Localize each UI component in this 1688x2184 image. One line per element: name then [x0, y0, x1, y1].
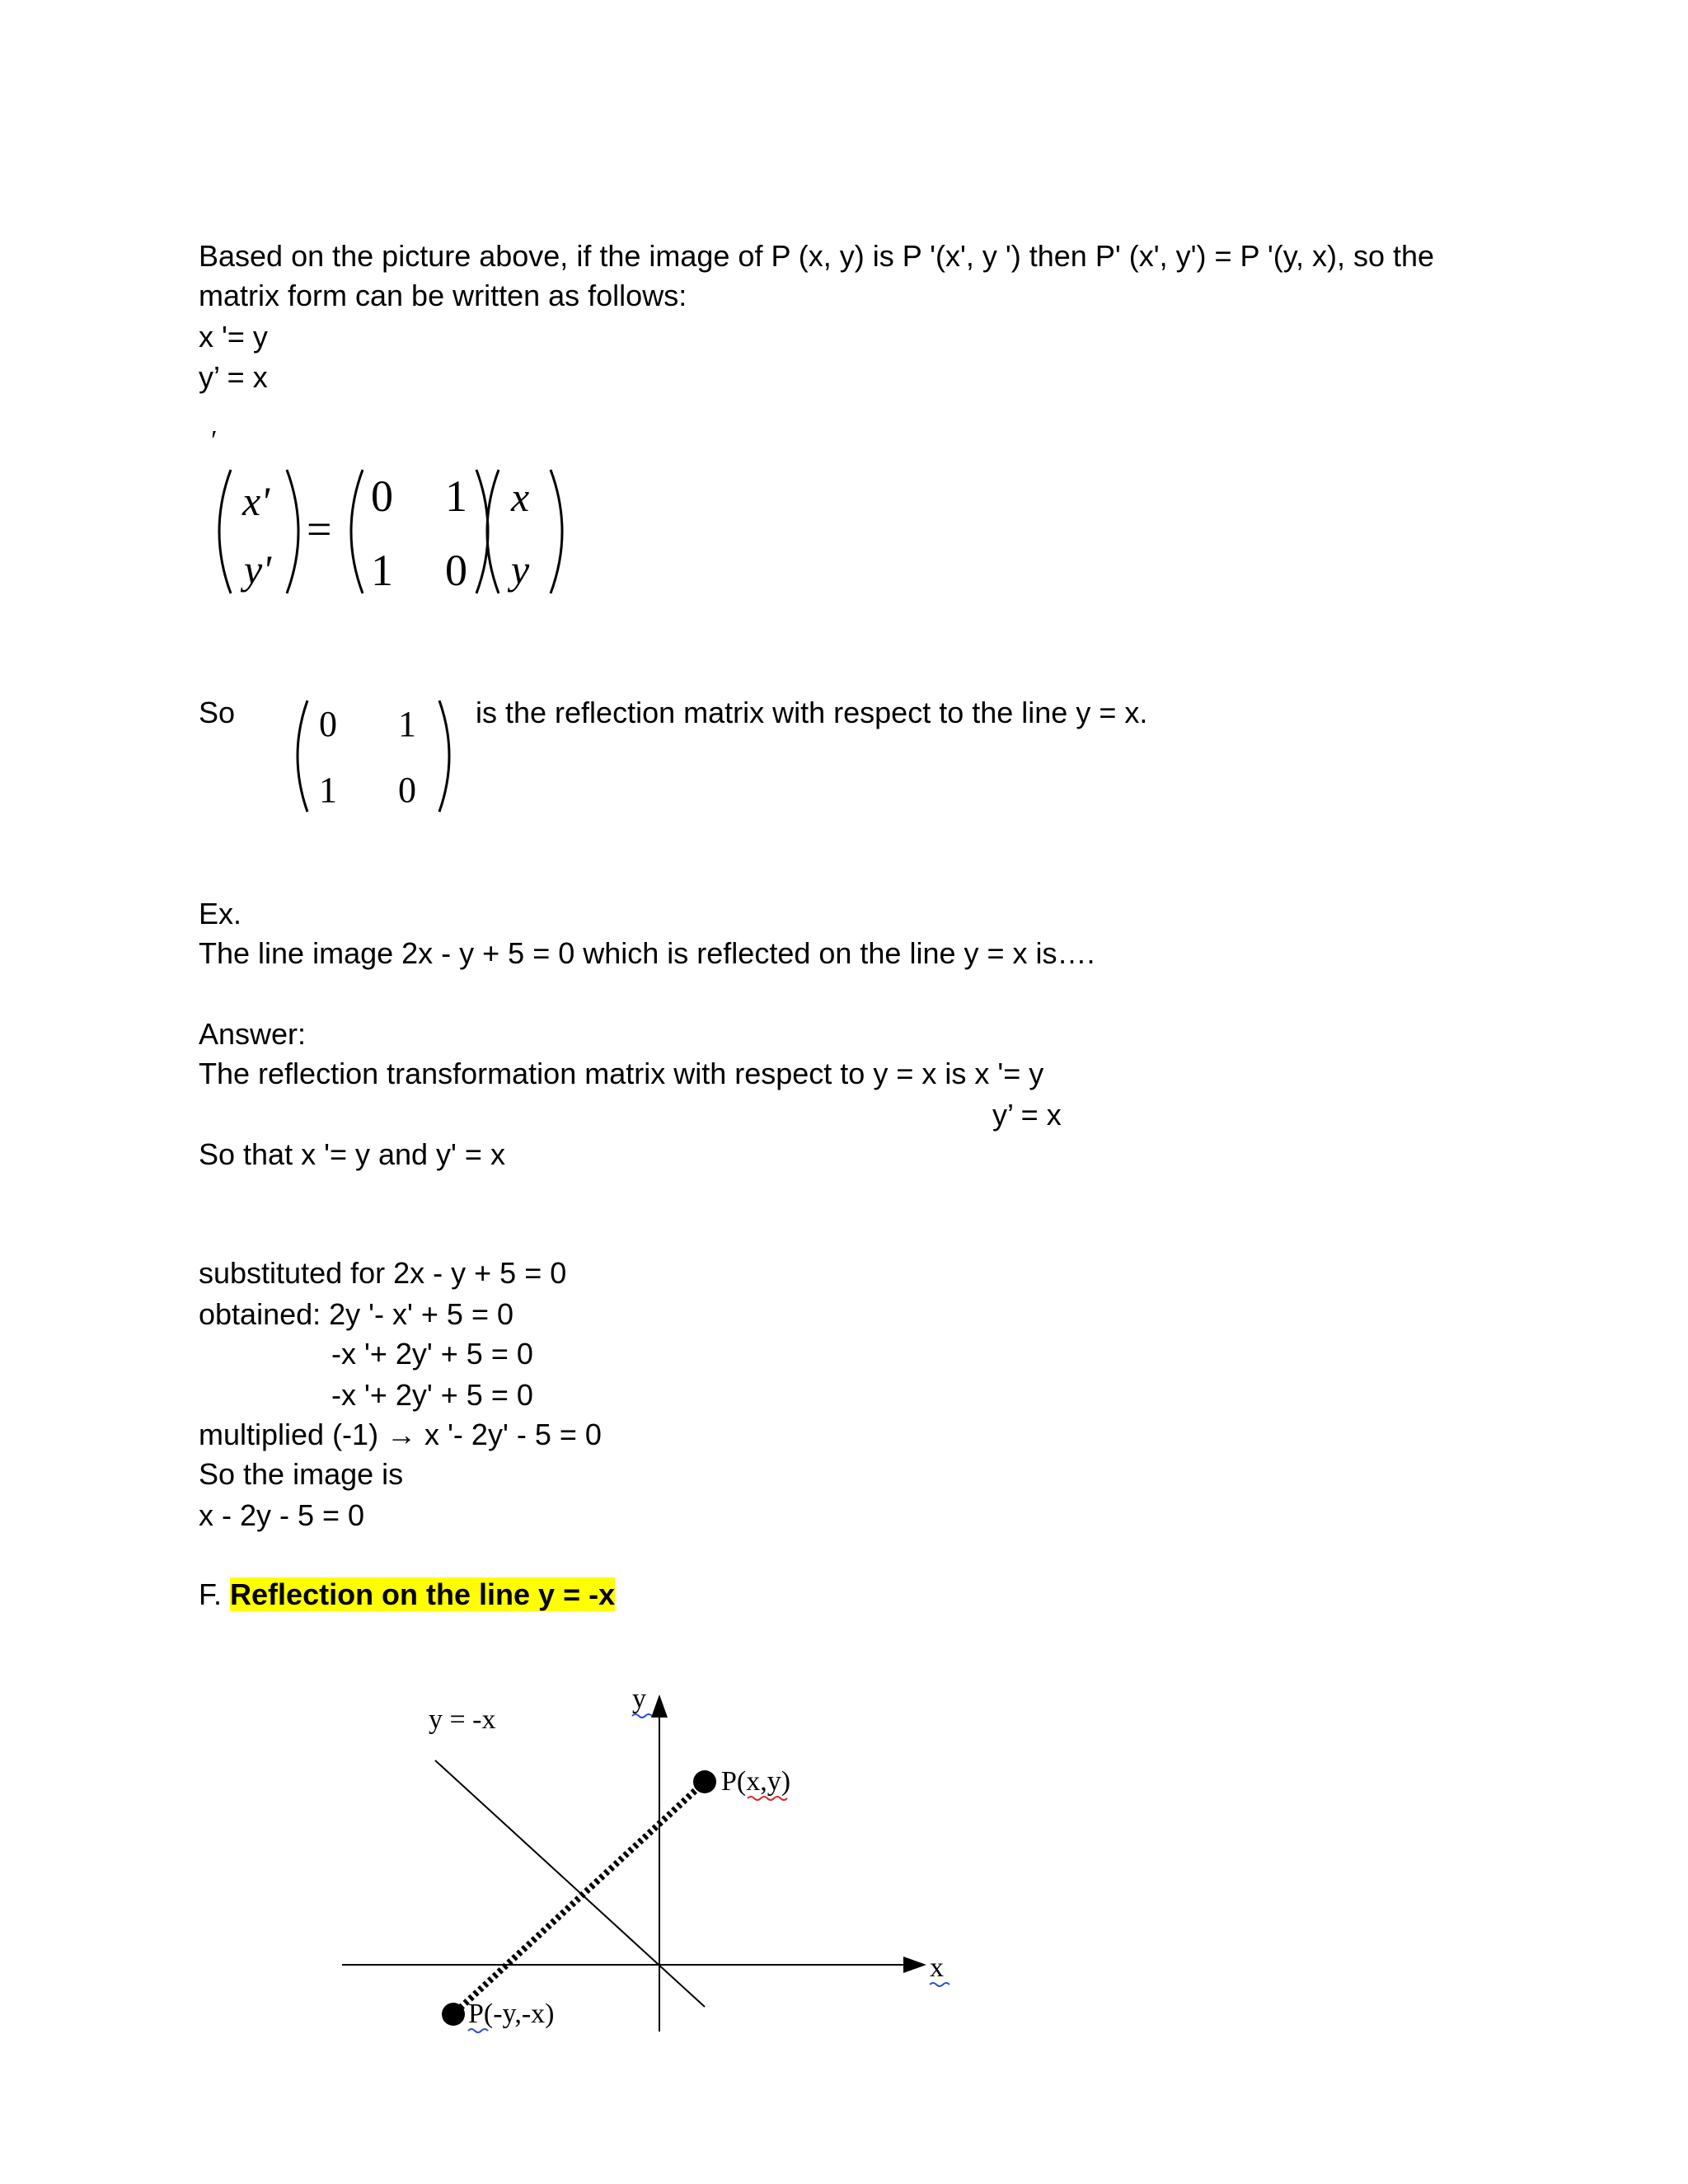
line-label: y = -x	[429, 1704, 496, 1735]
matrix-cell-a22: 0	[445, 546, 467, 595]
line-y-equals-neg-x	[435, 1760, 705, 2007]
lhs-y-prime: y'	[244, 546, 271, 593]
substitution-line-2: obtained: 2y '- x' + 5 = 0	[199, 1297, 513, 1331]
example-question: The line image 2x - y + 5 = 0 which is reflected on the line y = x is….	[199, 936, 1095, 970]
y-axis-label: y	[632, 1684, 646, 1714]
small-right-paren-icon	[439, 701, 449, 812]
matrix-equation	[198, 429, 577, 610]
substitution-line-7: x - 2y - 5 = 0	[199, 1498, 365, 1532]
matrix-left-paren-icon	[351, 470, 363, 593]
so-matrix-a11: 0	[319, 704, 337, 744]
substitution-line-3: -x '+ 2y' + 5 = 0	[331, 1337, 533, 1371]
squiggle-p-icon	[748, 1797, 787, 1800]
squiggle-x-icon	[930, 1983, 950, 1986]
dotted-reflection-segment	[453, 1782, 705, 2014]
answer-line-2: So that x '= y and y' = x	[199, 1137, 505, 1171]
so-matrix-a21: 1	[319, 770, 337, 810]
point-p-image-marker	[442, 2003, 465, 2026]
matrix-cell-a12: 1	[445, 471, 467, 521]
intro-line-2: matrix form can be written as follows:	[199, 279, 687, 312]
x-axis-label: x	[930, 1952, 944, 1983]
example-label: Ex.	[199, 897, 242, 930]
tick-mark: ′	[209, 429, 216, 456]
answer-label: Answer:	[199, 1017, 307, 1051]
so-suffix: is the reflection matrix with respect to the line y = x.	[476, 696, 1148, 729]
section-f-title: Reflection on the line y = -x	[230, 1577, 616, 1611]
lhs-x-prime: x'	[242, 478, 270, 524]
substitution-line-6: So the image is	[199, 1457, 404, 1491]
point-p-image-label: P(-y,-x)	[468, 1999, 555, 2029]
left-paren-icon	[219, 470, 231, 593]
intro-equation-2: y’ = x	[199, 360, 268, 394]
substitution-line-1: substituted for 2x - y + 5 = 0	[199, 1256, 567, 1290]
matrix-cell-a21: 1	[371, 546, 393, 595]
intro-equation-1: x '= y	[199, 320, 268, 354]
squiggle-p-image-icon	[468, 2029, 488, 2032]
so-prefix: So	[199, 696, 236, 729]
so-matrix-a12: 1	[398, 704, 416, 744]
matrix-cell-a11: 0	[371, 471, 393, 521]
substitution-line-5: multiplied (-1) → x '- 2y' - 5 = 0	[199, 1418, 602, 1451]
substitution-line-4: -x '+ 2y' + 5 = 0	[331, 1378, 533, 1412]
point-p-label: P(x,y)	[721, 1766, 791, 1797]
rhs-y: y	[511, 546, 530, 593]
rhs-x: x	[511, 474, 530, 520]
reflection-matrix	[284, 688, 462, 824]
right-paren-icon	[287, 470, 298, 593]
intro-line-1: Based on the picture above, if the image of P (x, y) is P '(x', y ') then P' (x', y') = P '(y, x), so the	[199, 239, 1435, 273]
answer-line-1b: y’ = x	[992, 1098, 1062, 1132]
so-matrix-a22: 0	[398, 770, 416, 810]
small-left-paren-icon	[298, 701, 307, 812]
answer-line-1: The reflection transformation matrix with respect to y = x is x '= y	[199, 1057, 1044, 1090]
reflection-diagram	[330, 1673, 973, 2060]
section-f-letter: F.	[199, 1577, 223, 1611]
section-f-heading	[199, 1575, 615, 1615]
squiggle-y-icon	[632, 1714, 652, 1718]
point-p-marker	[693, 1770, 716, 1793]
equals-sign: =	[307, 504, 332, 554]
rhs-right-paren-icon	[551, 470, 562, 593]
